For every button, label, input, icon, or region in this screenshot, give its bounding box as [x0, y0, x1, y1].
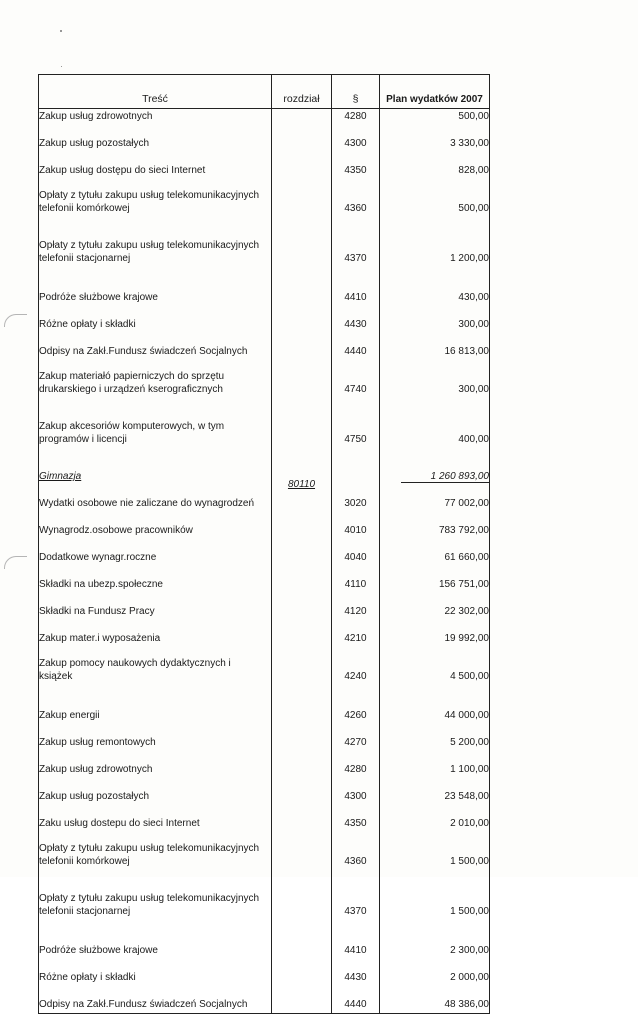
- header-tresc: Treść: [39, 75, 272, 109]
- cell-paragraf: 4300: [332, 789, 380, 816]
- cell-rozdzial: [272, 496, 332, 523]
- cell-paragraf: 4120: [332, 604, 380, 631]
- rozdzial-value: 80110: [287, 479, 316, 490]
- table-row: [39, 290, 490, 317]
- table-row: [39, 604, 490, 631]
- cell-paragraf: 4300: [332, 136, 380, 163]
- amount-value: 77 002,00: [444, 498, 489, 509]
- description-line: Opłaty z tytułu zakupu usług telekomunikacyjnych: [39, 893, 260, 904]
- cell-description: [39, 943, 272, 970]
- description-line: Różne opłaty i składki: [39, 972, 136, 983]
- table-row: [39, 735, 490, 762]
- cell-rozdzial: [272, 997, 332, 1014]
- cell-plan-amount: [380, 762, 490, 789]
- cell-description: [39, 240, 272, 290]
- cell-description: [39, 344, 272, 371]
- cell-plan-amount: [380, 816, 490, 843]
- cell-plan-amount: [380, 523, 490, 550]
- amount-value: 1 100,00: [450, 764, 489, 775]
- amount-value: 1 500,00: [450, 906, 489, 917]
- cell-paragraf: 4350: [332, 816, 380, 843]
- cell-rozdzial: [272, 631, 332, 658]
- amount-value: 500,00: [458, 203, 489, 214]
- cell-paragraf: 4430: [332, 317, 380, 344]
- expense-plan-table: [38, 74, 490, 1014]
- cell-description: [39, 190, 272, 240]
- cell-plan-amount: [380, 344, 490, 371]
- cell-description: [39, 658, 272, 708]
- amount-value: 1 260 893,00: [401, 471, 490, 483]
- cell-paragraf: 4260: [332, 708, 380, 735]
- cell-rozdzial: [272, 943, 332, 970]
- description-line: Podróże służbowe krajowe: [39, 292, 158, 303]
- table-row: [39, 708, 490, 735]
- cell-rozdzial: [272, 240, 332, 290]
- cell-rozdzial: [272, 136, 332, 163]
- header-rozdzial: rozdział: [272, 75, 332, 109]
- cell-description: [39, 317, 272, 344]
- cell-paragraf: 4210: [332, 631, 380, 658]
- cell-paragraf: 4240: [332, 658, 380, 708]
- table-row: [39, 893, 490, 943]
- table-row: [39, 163, 490, 190]
- description-line: telefonii komórkowej: [39, 855, 130, 867]
- amount-value: 48 386,00: [444, 999, 489, 1010]
- table-row: [39, 970, 490, 997]
- description-line: Zakup usług dostępu do sieci Internet: [39, 165, 206, 176]
- cell-paragraf: 4370: [332, 893, 380, 943]
- description-line: drukarskiego i urządzeń kserograficznych: [39, 383, 223, 395]
- amount-value: 1 500,00: [450, 856, 489, 867]
- cell-description: [39, 816, 272, 843]
- table-row: [39, 658, 490, 708]
- description-line: Zakup usług pozostałych: [39, 138, 150, 149]
- cell-plan-amount: [380, 658, 490, 708]
- description-line: Odpisy na Zakł.Fundusz świadczeń Socjalnych: [39, 999, 248, 1010]
- description-line: Zakup usług zdrowotnych: [39, 764, 153, 775]
- table-row: [39, 762, 490, 789]
- table-row: [39, 816, 490, 843]
- cell-paragraf: 4280: [332, 109, 380, 137]
- cell-paragraf: 4360: [332, 190, 380, 240]
- cell-plan-amount: [380, 604, 490, 631]
- cell-rozdzial: [272, 735, 332, 762]
- cell-paragraf: 4440: [332, 344, 380, 371]
- description-line: Opłaty z tytułu zakupu usług telekomunikacyjnych: [39, 190, 260, 201]
- cell-plan-amount: [380, 471, 490, 496]
- description-line: Gimnazja: [39, 471, 82, 482]
- table-row: [39, 344, 490, 371]
- table-row: [39, 421, 490, 471]
- cell-plan-amount: [380, 577, 490, 604]
- cell-rozdzial: [272, 708, 332, 735]
- description-line: programów i licencji: [39, 433, 127, 445]
- cell-rozdzial: [272, 109, 332, 137]
- table-row: [39, 631, 490, 658]
- cell-rozdzial: [272, 843, 332, 893]
- cell-description: [39, 735, 272, 762]
- amount-value: 61 660,00: [444, 552, 489, 563]
- cell-plan-amount: [380, 943, 490, 970]
- cell-rozdzial: [272, 658, 332, 708]
- amount-value: 2 000,00: [450, 972, 489, 983]
- description-line: Różne opłaty i składki: [39, 319, 136, 330]
- cell-rozdzial: [272, 604, 332, 631]
- cell-plan-amount: [380, 290, 490, 317]
- description-line: Opłaty z tytułu zakupu usług telekomunikacyjnych: [39, 240, 260, 251]
- cell-description: [39, 577, 272, 604]
- amount-value: 3 330,00: [450, 138, 489, 149]
- section-row: [39, 471, 490, 496]
- amount-value: 783 792,00: [438, 525, 489, 536]
- table-row: [39, 843, 490, 893]
- description-line: Podróże służbowe krajowe: [39, 945, 158, 956]
- table-row: [39, 577, 490, 604]
- cell-plan-amount: [380, 843, 490, 893]
- table-row: [39, 943, 490, 970]
- amount-value: 2 010,00: [450, 818, 489, 829]
- cell-plan-amount: [380, 421, 490, 471]
- cell-paragraf: 4410: [332, 290, 380, 317]
- cell-rozdzial: [272, 523, 332, 550]
- table-row: [39, 550, 490, 577]
- punch-hole-mark: [4, 556, 27, 569]
- table-row: [39, 371, 490, 421]
- table-header: [39, 75, 490, 109]
- description-line: Zakup materiałó papierniczych do sprzętu: [39, 371, 225, 382]
- cell-rozdzial: [272, 421, 332, 471]
- description-line: Zakup usług remontowych: [39, 737, 156, 748]
- cell-plan-amount: [380, 190, 490, 240]
- cell-plan-amount: [380, 371, 490, 421]
- description-line: Opłaty z tytułu zakupu usług telekomunikacyjnych: [39, 843, 260, 854]
- cell-rozdzial: [272, 317, 332, 344]
- amount-value: 1 200,00: [450, 253, 489, 264]
- cell-paragraf: 4440: [332, 997, 380, 1014]
- amount-value: 5 200,00: [450, 737, 489, 748]
- description-line: Zakup energii: [39, 710, 100, 721]
- cell-plan-amount: [380, 496, 490, 523]
- cell-plan-amount: [380, 550, 490, 577]
- punch-hole-mark: [4, 314, 27, 327]
- amount-value: 400,00: [458, 434, 489, 445]
- cell-description: [39, 109, 272, 137]
- cell-description: [39, 604, 272, 631]
- amount-value: 300,00: [458, 319, 489, 330]
- cell-rozdzial: [272, 550, 332, 577]
- cell-rozdzial: [272, 190, 332, 240]
- description-line: Składki na Fundusz Pracy: [39, 606, 155, 617]
- cell-rozdzial: [272, 577, 332, 604]
- table-body: [39, 109, 490, 1014]
- description-line: telefonii stacjonarnej: [39, 252, 131, 264]
- cell-paragraf: 4750: [332, 421, 380, 471]
- cell-plan-amount: [380, 136, 490, 163]
- description-line: Wydatki osobowe nie zaliczane do wynagrodzeń: [39, 498, 255, 509]
- table-row: [39, 523, 490, 550]
- description-line: Zakup usług pozostałych: [39, 791, 150, 802]
- amount-value: 4 500,00: [450, 671, 489, 682]
- amount-value: 828,00: [458, 165, 489, 176]
- cell-description: [39, 163, 272, 190]
- cell-paragraf: 4360: [332, 843, 380, 893]
- cell-plan-amount: [380, 893, 490, 943]
- cell-paragraf: 4740: [332, 371, 380, 421]
- cell-paragraf: 4110: [332, 577, 380, 604]
- cell-plan-amount: [380, 997, 490, 1014]
- cell-paragraf: 4040: [332, 550, 380, 577]
- cell-plan-amount: [380, 240, 490, 290]
- cell-plan-amount: [380, 789, 490, 816]
- cell-paragraf: 3020: [332, 496, 380, 523]
- cell-description: [39, 523, 272, 550]
- description-line: Zakup mater.i wyposażenia: [39, 633, 161, 644]
- header-plan: Plan wydatków 2007: [380, 75, 490, 109]
- cell-paragraf: 4280: [332, 762, 380, 789]
- description-line: Dodatkowe wynagr.roczne: [39, 552, 157, 563]
- description-line: Wynagrodz.osobowe pracowników: [39, 525, 193, 536]
- amount-value: 22 302,00: [444, 606, 489, 617]
- description-line: Zaku usług dostepu do sieci Internet: [39, 818, 200, 829]
- cell-paragraf: 4350: [332, 163, 380, 190]
- cell-description: [39, 471, 272, 496]
- cell-rozdzial: [272, 970, 332, 997]
- amount-value: 19 992,00: [444, 633, 489, 644]
- cell-rozdzial: [272, 789, 332, 816]
- cell-description: [39, 631, 272, 658]
- description-line: książek: [39, 670, 73, 682]
- description-line: Odpisy na Zakł.Fundusz świadczeń Socjalnych: [39, 346, 248, 357]
- cell-description: [39, 789, 272, 816]
- table-row: [39, 136, 490, 163]
- cell-rozdzial: [272, 163, 332, 190]
- description-line: Składki na ubezp.społeczne: [39, 579, 163, 590]
- cell-plan-amount: [380, 317, 490, 344]
- table-row: [39, 190, 490, 240]
- cell-paragraf: 4010: [332, 523, 380, 550]
- cell-description: [39, 496, 272, 523]
- cell-plan-amount: [380, 109, 490, 137]
- table-row: [39, 240, 490, 290]
- cell-plan-amount: [380, 163, 490, 190]
- cell-description: [39, 371, 272, 421]
- amount-value: 156 751,00: [438, 579, 489, 590]
- table-row: [39, 789, 490, 816]
- cell-plan-amount: [380, 970, 490, 997]
- amount-value: 430,00: [458, 292, 489, 303]
- table-row: [39, 496, 490, 523]
- cell-plan-amount: [380, 708, 490, 735]
- cell-paragraf: [332, 471, 380, 496]
- cell-plan-amount: [380, 631, 490, 658]
- cell-paragraf: 4270: [332, 735, 380, 762]
- scan-speck: [60, 30, 62, 32]
- amount-value: 2 300,00: [450, 945, 489, 956]
- cell-description: [39, 762, 272, 789]
- cell-rozdzial: [272, 371, 332, 421]
- cell-description: [39, 136, 272, 163]
- table-row: [39, 997, 490, 1014]
- cell-description: [39, 708, 272, 735]
- cell-rozdzial: [272, 762, 332, 789]
- description-line: Zakup usług zdrowotnych: [39, 111, 153, 122]
- cell-description: [39, 550, 272, 577]
- cell-rozdzial: [272, 893, 332, 943]
- description-line: Zakup akcesoriów komputerowych, w tym: [39, 421, 225, 432]
- cell-rozdzial: [272, 344, 332, 371]
- cell-description: [39, 421, 272, 471]
- description-line: telefonii stacjonarnej: [39, 905, 131, 917]
- amount-value: 44 000,00: [444, 710, 489, 721]
- amount-value: 300,00: [458, 384, 489, 395]
- table-row: [39, 317, 490, 344]
- description-line: Zakup pomocy naukowych dydaktycznych i: [39, 658, 231, 669]
- cell-rozdzial: [272, 471, 332, 496]
- description-line: telefonii komórkowej: [39, 202, 130, 214]
- cell-paragraf: 4430: [332, 970, 380, 997]
- amount-value: 16 813,00: [444, 346, 489, 357]
- cell-rozdzial: [272, 816, 332, 843]
- cell-description: [39, 290, 272, 317]
- cell-description: [39, 997, 272, 1014]
- cell-plan-amount: [380, 735, 490, 762]
- cell-paragraf: 4410: [332, 943, 380, 970]
- scan-speck: [61, 66, 62, 67]
- cell-paragraf: 4370: [332, 240, 380, 290]
- cell-description: [39, 893, 272, 943]
- cell-rozdzial: [272, 290, 332, 317]
- amount-value: 500,00: [458, 111, 489, 122]
- header-paragraf: §: [332, 75, 380, 109]
- cell-description: [39, 843, 272, 893]
- amount-value: 23 548,00: [444, 791, 489, 802]
- table-row: [39, 109, 490, 137]
- cell-description: [39, 970, 272, 997]
